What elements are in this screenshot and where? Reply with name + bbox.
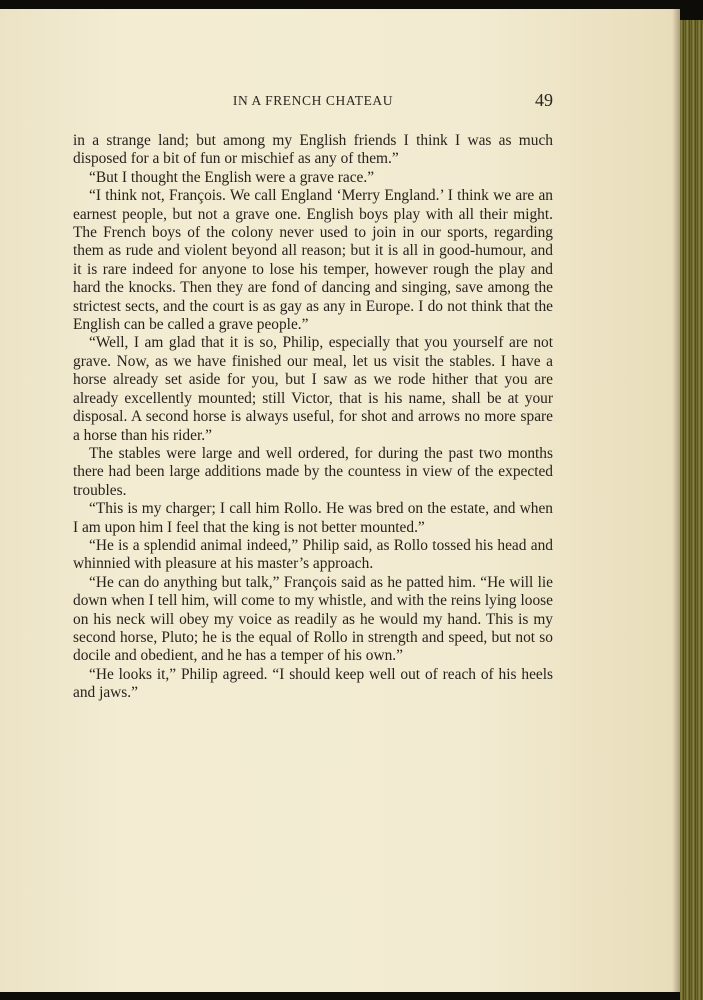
paragraph: “I think not, François. We call England ‘Merry England.’ I think we are an earnest people, but not a grave one. English boys play with all their might. The French boys of the colony never used to join in our sports, regarding them as rude and violent beyond all reason; but it is all in good-humour, and it is rare indeed for anyone to lose his temper, however rough the play and hard the knocks. Then they are fond of dancing and singing, save among the strictest sects, and the court is as gay as any in Europe. I do not think that the English can be called a grave people.” [73,187,553,334]
paragraph: “This is my charger; I call him Rollo. He was bred on the estate, and when I am upon him I feel that the king is not better mounted.” [73,500,553,536]
paragraph: in a strange land; but among my English friends I think I was as much disposed for a bit of fun or mischief as any of them.” [73,132,553,168]
paragraph: “He can do anything but talk,” François said as he patted him. “He will lie down when I tell him, will come to my whistle, and with the reins lying loose on his neck will obey my voice as readily as he would my hand. This is my second horse, Pluto; he is the equal of Rollo in strength and speed, but not so docile and obedient, and he has a temper of his own.” [73,573,553,665]
running-title: IN A FRENCH CHATEAU [232,93,394,108]
body-text [73,132,553,703]
paragraph: “He is a splendid animal indeed,” Philip said, as Rollo tossed his head and whinnied with pleasure at his master’s approach. [73,536,553,573]
paragraph: “He looks it,” Philip agreed. “I should keep well out of reach of his heels and jaws.” [73,665,553,702]
page-number: 49 [535,90,553,110]
running-head [73,90,553,114]
page-gutter-shadow [672,9,680,992]
paragraph: “Well, I am glad that it is so, Philip, especially that you yourself are not grave. Now, as we have finished our meal, let us visit the stables. I have a horse already set aside for you, but I saw as we rode hither that you are already excellently mounted; still Victor, that is his name, shall be at your disposal. A second horse is always useful, for shot and arrows no more spare a horse than his rider.” [73,334,553,444]
book-page-edges [680,20,703,1000]
paragraph: “But I thought the English were a grave race.” [89,168,375,186]
paragraph: The stables were large and well ordered, for during the past two months there had been large additions made by the countess in view of the expected troubles. [73,444,553,499]
